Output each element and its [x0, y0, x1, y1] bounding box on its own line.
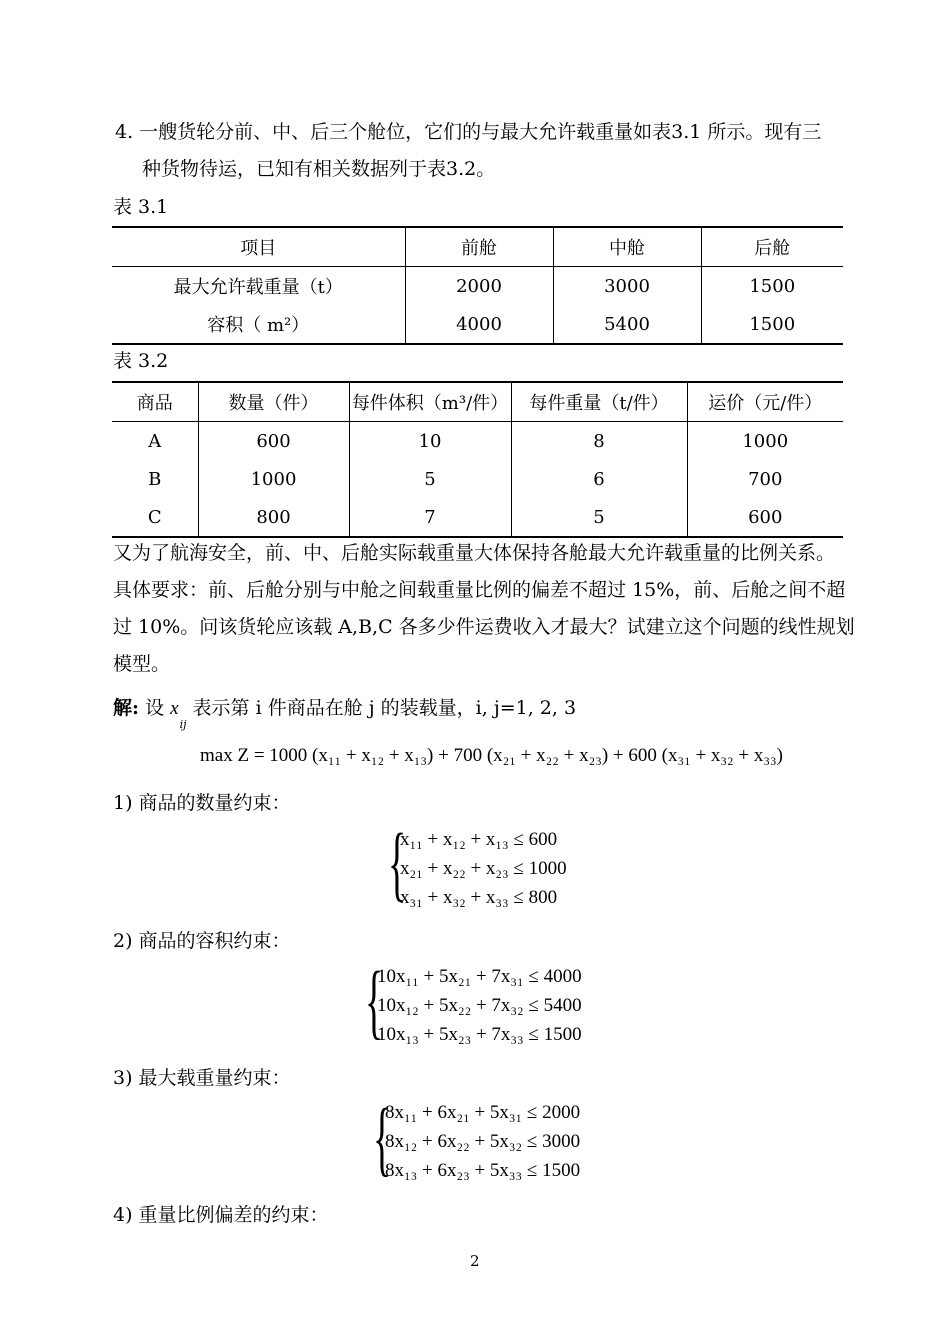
table2-header-cell: 运价（元/件） — [687, 382, 843, 422]
constraint-equation: 8x₁₁ + 6x₂₁ + 5x₃₁ ≤ 2000 — [385, 1102, 581, 1123]
table-cell: 最大允许载重量（t） — [173, 277, 343, 298]
table-cell: 1500 — [701, 305, 843, 344]
table-row — [112, 460, 843, 498]
table1-header-cell: 项目 — [112, 227, 405, 267]
table-cell: 1000 — [198, 460, 349, 498]
solution-text-b: 表示第 i 件商品在舱 j 的装载量，i, j=1, 2, 3 — [192, 697, 577, 719]
constraint-equation: x₃₁ + x₃₂ + x₃₃ ≤ 800 — [400, 887, 558, 908]
table2-header-cell: 商品 — [112, 382, 198, 422]
solution-text-a: 设 — [145, 697, 165, 719]
table-cell: 5400 — [553, 305, 701, 344]
table-cell: B — [148, 468, 162, 490]
table2-header-row — [112, 382, 843, 422]
table-3-1 — [112, 226, 843, 345]
table2-caption: 表 3.2 — [113, 350, 169, 372]
page-number: 2 — [470, 1252, 480, 1270]
brace-icon: { — [373, 1092, 392, 1185]
table-cell: 700 — [687, 460, 843, 498]
para-line-2: 具体要求：前、后舱分别与中舱之间载重量比例的偏差不超过 15%，前、后舱之间不超 — [113, 579, 846, 601]
table-cell: 800 — [198, 498, 349, 537]
section-1-heading: 1) 商品的数量约束： — [113, 792, 291, 814]
solution-label: 解: — [113, 697, 140, 719]
objective-function: max Z = 1000 (x₁₁ + x₁₂ + x₁₃) + 700 (x₂₁ + x₂₂ + x₂₃) + 600 (x₃₁ + x₃₂ + x₃₃) — [200, 745, 783, 766]
table-cell: 3000 — [553, 267, 701, 306]
table-cell: 5 — [349, 460, 511, 498]
table2-header-cell: 每件体积（m³/件） — [349, 382, 511, 422]
solution-var-sub: ij — [179, 718, 187, 731]
solution-var: x — [170, 698, 179, 719]
table1-header-row — [112, 227, 843, 267]
table-row — [112, 422, 843, 461]
section-4-heading: 4) 重量比例偏差的约束： — [113, 1204, 329, 1226]
constraint-equation: x₁₁ + x₁₂ + x₁₃ ≤ 600 — [400, 829, 558, 850]
table2-header-cell: 数量（件） — [198, 382, 349, 422]
table-cell: 10 — [349, 422, 511, 461]
table-cell: 7 — [349, 498, 511, 537]
solution-line — [113, 696, 577, 731]
table-row — [112, 498, 843, 537]
table-row — [112, 305, 843, 344]
table-3-2 — [112, 381, 843, 538]
table-cell: 8 — [511, 422, 687, 461]
brace-icon: { — [388, 817, 407, 910]
table-cell: 600 — [687, 498, 843, 537]
constraint-equation: 10x₁₁ + 5x₂₁ + 7x₃₁ ≤ 4000 — [377, 966, 582, 987]
problem-line-2: 种货物待运，已知有相关数据列于表3.2。 — [142, 158, 496, 180]
constraint-equation: 10x₁₂ + 5x₂₂ + 7x₃₂ ≤ 5400 — [377, 995, 582, 1016]
table2-header-cell: 每件重量（t/件） — [511, 382, 687, 422]
table-cell: 2000 — [405, 267, 553, 306]
section-3-heading: 3) 最大载重量约束： — [113, 1067, 291, 1089]
table-cell: 容积（ m²） — [112, 305, 405, 344]
para-line-4: 模型。 — [113, 653, 171, 675]
constraint-equation: 8x₁₃ + 6x₂₃ + 5x₃₃ ≤ 1500 — [385, 1160, 581, 1181]
para-line-3: 过 10%。问该货轮应该载 A,B,C 各多少件运费收入才最大？试建立这个问题的线性规划 — [113, 616, 855, 638]
section-2-heading: 2) 商品的容积约束： — [113, 930, 291, 952]
table1-header-cell: 中舱 — [553, 227, 701, 267]
problem-line-1: 4. 一艘货轮分前、中、后三个舱位，它们的与最大允许载重量如表3.1 所示。现有三 — [115, 121, 822, 143]
table-cell: C — [112, 498, 198, 537]
table-cell: 600 — [198, 422, 349, 461]
constraint-equation: 8x₁₂ + 6x₂₂ + 5x₃₂ ≤ 3000 — [385, 1131, 581, 1152]
table1-caption: 表 3.1 — [113, 196, 169, 218]
constraint-equation: x₂₁ + x₂₂ + x₂₃ ≤ 1000 — [400, 858, 567, 879]
table-row — [112, 267, 843, 306]
table1-header-cell: 后舱 — [701, 227, 843, 267]
table-cell: 5 — [511, 498, 687, 537]
para-line-1: 又为了航海安全，前、中、后舱实际载重量大体保持各舱最大允许载重量的比例关系。 — [113, 542, 836, 564]
table-cell: 1000 — [687, 422, 843, 461]
table-cell: 4000 — [405, 305, 553, 344]
constraint-equation: 10x₁₃ + 5x₂₃ + 7x₃₃ ≤ 1500 — [377, 1024, 582, 1045]
table-cell: A — [148, 430, 162, 452]
table-cell: 6 — [511, 460, 687, 498]
table-cell: 1500 — [701, 267, 843, 306]
brace-icon: { — [365, 955, 384, 1048]
table1-header-cell: 前舱 — [405, 227, 553, 267]
